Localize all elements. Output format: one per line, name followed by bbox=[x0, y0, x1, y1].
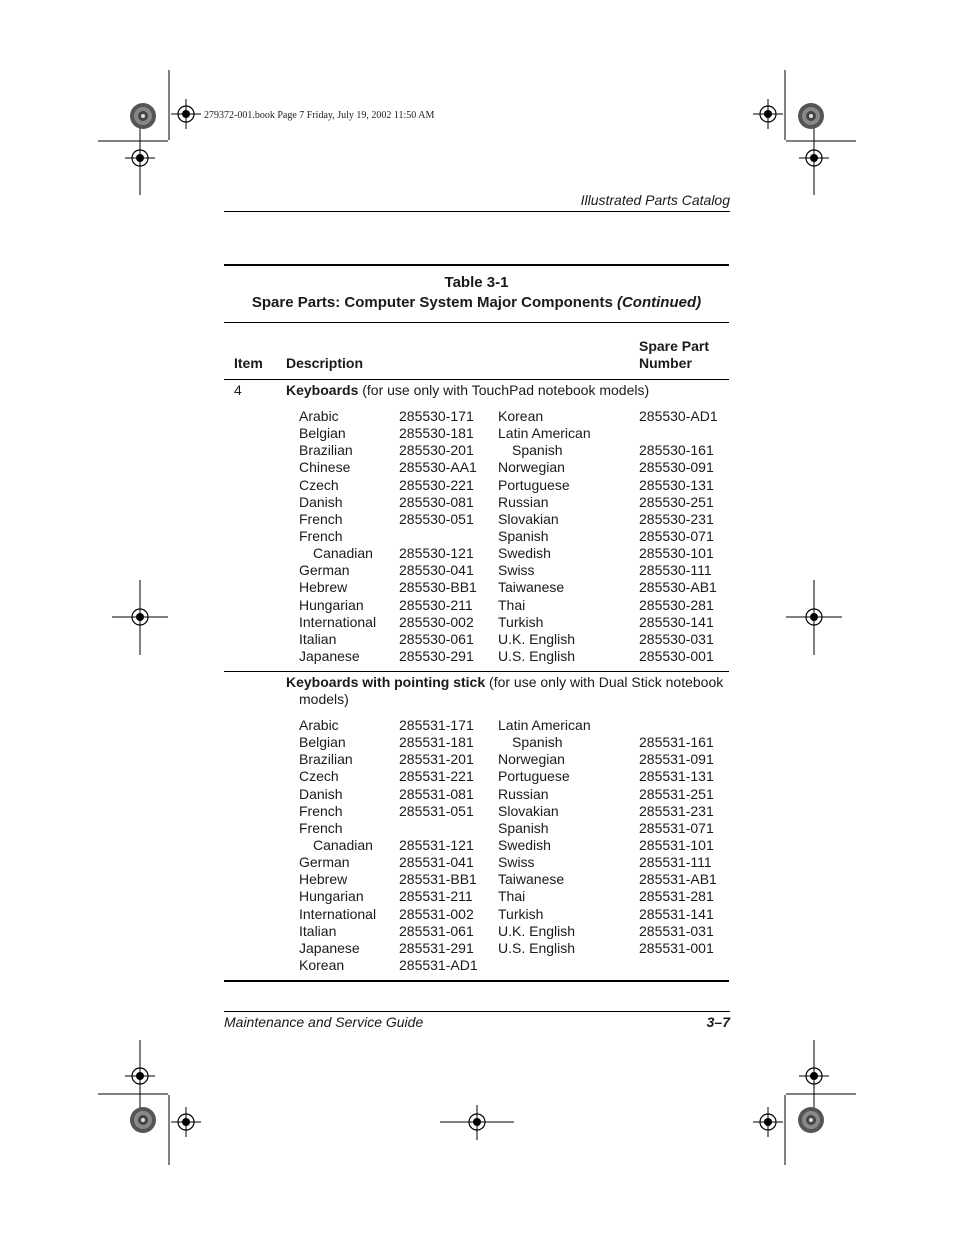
spare-part-number: 285530-071 bbox=[639, 527, 714, 544]
keyboard-language: Brazilian bbox=[299, 751, 353, 768]
keyboard-language: Swiss bbox=[498, 562, 535, 579]
group-title bbox=[286, 380, 726, 399]
spare-part-number: 285530-131 bbox=[639, 476, 714, 493]
spare-part-number: 285531-001 bbox=[639, 939, 714, 956]
spare-part-number: 285530-141 bbox=[639, 613, 714, 630]
keyboard-language: Taiwanese bbox=[498, 871, 565, 888]
footer-rule bbox=[224, 1011, 730, 1012]
spare-part-number: 285530-BB1 bbox=[399, 579, 477, 596]
keyboard-language: Danish bbox=[299, 785, 343, 802]
header-spare-part-line2: Number bbox=[639, 355, 692, 371]
spare-part-number: 285531-111 bbox=[639, 854, 712, 871]
page-number: 3–7 bbox=[706, 1014, 730, 1030]
header-spare-part-number bbox=[639, 338, 709, 372]
spare-part-number: 285530-AB1 bbox=[639, 579, 717, 596]
spare-part-number: 285530-002 bbox=[399, 613, 474, 630]
keyboard-language: Spanish bbox=[512, 442, 563, 459]
keyboard-language: Hebrew bbox=[299, 871, 348, 888]
group-title bbox=[286, 672, 726, 708]
spare-part-number: 285530-181 bbox=[399, 425, 474, 442]
spare-part-number: 285530-231 bbox=[639, 510, 714, 527]
keyboard-language: Swedish bbox=[498, 836, 551, 853]
spare-part-number: 285531-071 bbox=[639, 819, 714, 836]
keyboard-language: Danish bbox=[299, 493, 343, 510]
spare-part-number: 285531-131 bbox=[639, 768, 714, 785]
keyboard-language: French bbox=[299, 510, 343, 527]
pointing-stick-keyboards-group bbox=[224, 672, 729, 980]
table-title-text: Spare Parts: Computer System Major Components bbox=[251, 294, 613, 311]
spare-part-number: 285530-AD1 bbox=[639, 408, 718, 424]
header-item: Item bbox=[234, 355, 263, 371]
keyboard-language: Spanish bbox=[498, 819, 549, 836]
spare-part-number: 285530-041 bbox=[399, 562, 474, 579]
item-number: 4 bbox=[234, 382, 242, 398]
spare-part-number: 285530-111 bbox=[639, 562, 712, 579]
group-title-note: (for use only with TouchPad notebook models) bbox=[358, 382, 650, 398]
keyboard-language: Russian bbox=[498, 785, 549, 802]
spare-part-number: 285530-161 bbox=[639, 442, 714, 459]
keyboard-language: Spanish bbox=[498, 527, 549, 544]
spare-part-number: 285530-051 bbox=[399, 510, 474, 527]
keyboard-language: Thai bbox=[498, 888, 526, 905]
spare-part-number: 285530-101 bbox=[639, 545, 714, 562]
keyboard-language: U.S. English bbox=[498, 939, 576, 956]
spare-part-number: 285530-031 bbox=[639, 630, 714, 647]
spare-part-number: 285531-041 bbox=[399, 854, 474, 871]
keyboard-language: Norwegian bbox=[498, 751, 565, 768]
table-caption bbox=[224, 266, 729, 322]
keyboard-language: Canadian bbox=[313, 836, 373, 853]
keyboard-parts-grid bbox=[299, 408, 729, 665]
spare-part-number: 285531-BB1 bbox=[399, 871, 477, 888]
keyboard-language: Portuguese bbox=[498, 768, 570, 785]
keyboard-language: Latin American bbox=[498, 425, 591, 442]
spare-part-number: 285531-002 bbox=[399, 905, 474, 922]
group-title-note: (for use only with Dual Stick notebook bbox=[485, 674, 724, 690]
spare-part-number: 285531-181 bbox=[399, 734, 474, 751]
spare-part-number: 285531-221 bbox=[399, 768, 474, 785]
keyboard-language: International bbox=[299, 613, 377, 630]
keyboard-language: U.K. English bbox=[498, 630, 576, 647]
spare-part-number: 285531-251 bbox=[639, 785, 714, 802]
spare-part-number: 285531-171 bbox=[399, 717, 474, 733]
spare-part-number: 285530-061 bbox=[399, 630, 474, 647]
table-number: Table 3-1 bbox=[444, 274, 509, 291]
spare-part-number: 285531-031 bbox=[639, 922, 714, 939]
keyboard-language: Slovakian bbox=[498, 802, 559, 819]
keyboard-language: Korean bbox=[299, 956, 345, 973]
spare-part-number: 285530-251 bbox=[639, 493, 714, 510]
spare-part-number: 285530-291 bbox=[399, 647, 474, 664]
keyboard-language: French bbox=[299, 819, 343, 836]
keyboard-language: Russian bbox=[498, 493, 549, 510]
keyboard-language: Hungarian bbox=[299, 888, 364, 905]
keyboard-language: French bbox=[299, 527, 343, 544]
spare-part-number: 285531-231 bbox=[639, 802, 714, 819]
footer-guide-title: Maintenance and Service Guide bbox=[224, 1014, 424, 1030]
keyboard-language: Swedish bbox=[498, 545, 551, 562]
print-slug: 279372-001.book Page 7 Friday, July 19, 2002 11:50 AM bbox=[204, 110, 435, 121]
spare-part-number: 285530-091 bbox=[639, 459, 714, 476]
spare-part-number: 285531-211 bbox=[399, 888, 473, 905]
keyboard-language: Thai bbox=[498, 596, 526, 613]
table-title bbox=[224, 293, 729, 313]
keyboard-language: Italian bbox=[299, 630, 337, 647]
keyboard-language: Turkish bbox=[498, 905, 544, 922]
table-bottom-rule bbox=[224, 980, 729, 982]
keyboard-language: Swiss bbox=[498, 854, 535, 871]
keyboard-language: Hungarian bbox=[299, 596, 364, 613]
keyboard-language: Norwegian bbox=[498, 459, 565, 476]
spare-part-number: 285531-061 bbox=[399, 922, 474, 939]
group-title-bold: Keyboards with pointing stick bbox=[286, 674, 486, 690]
table-column-headers bbox=[224, 323, 729, 379]
spare-part-number bbox=[399, 820, 498, 837]
group-title-bold: Keyboards bbox=[286, 382, 359, 398]
keyboard-language: Italian bbox=[299, 922, 337, 939]
keyboard-language: Canadian bbox=[313, 545, 373, 562]
spare-parts-table bbox=[224, 264, 729, 982]
keyboards-group bbox=[224, 380, 729, 671]
keyboard-language: U.S. English bbox=[498, 647, 576, 664]
spare-part-number bbox=[639, 717, 734, 734]
spare-part-number: 285530-281 bbox=[639, 596, 714, 613]
spare-part-number: 285531-121 bbox=[399, 836, 474, 853]
spare-part-number: 285531-201 bbox=[399, 751, 474, 768]
keyboard-language: International bbox=[299, 905, 377, 922]
keyboard-language: Belgian bbox=[299, 425, 346, 442]
header-rule bbox=[224, 211, 730, 212]
keyboard-language: U.K. English bbox=[498, 922, 576, 939]
keyboard-language: Turkish bbox=[498, 613, 544, 630]
keyboard-language: Slovakian bbox=[498, 510, 559, 527]
spare-part-number: 285530-211 bbox=[399, 596, 473, 613]
keyboard-language: Arabic bbox=[299, 408, 339, 424]
keyboard-language: Spanish bbox=[512, 734, 563, 751]
keyboard-language: Arabic bbox=[299, 717, 339, 733]
spare-part-number: 285531-081 bbox=[399, 785, 474, 802]
spare-part-number: 285530-221 bbox=[399, 476, 474, 493]
spare-part-number: 285531-AB1 bbox=[639, 871, 717, 888]
group-title-note-cont: models) bbox=[299, 691, 349, 707]
header-description: Description bbox=[286, 355, 364, 371]
spare-part-number: 285531-291 bbox=[399, 939, 474, 956]
keyboard-language: Chinese bbox=[299, 459, 351, 476]
keyboard-language: Czech bbox=[299, 768, 339, 785]
keyboard-language: French bbox=[299, 802, 343, 819]
keyboard-language: Latin American bbox=[498, 717, 591, 733]
spare-part-number: 285531-161 bbox=[639, 734, 714, 751]
spare-part-number: 285531-141 bbox=[639, 905, 714, 922]
spare-part-number: 285531-091 bbox=[639, 751, 714, 768]
spare-part-number: 285531-AD1 bbox=[399, 956, 478, 973]
keyboard-language: Portuguese bbox=[498, 476, 570, 493]
pointing-stick-parts-grid bbox=[299, 717, 729, 974]
spare-part-number: 285530-081 bbox=[399, 493, 474, 510]
spare-part-number: 285530-201 bbox=[399, 442, 474, 459]
keyboard-language: German bbox=[299, 854, 350, 871]
spare-part-number bbox=[399, 528, 498, 545]
spare-part-number: 285530-171 bbox=[399, 408, 474, 424]
keyboard-language: Japanese bbox=[299, 939, 360, 956]
running-header: Illustrated Parts Catalog bbox=[580, 192, 730, 208]
spare-part-number: 285531-281 bbox=[639, 888, 714, 905]
spare-part-number: 285531-101 bbox=[639, 836, 714, 853]
spare-part-number: 285530-001 bbox=[639, 647, 714, 664]
spare-part-number bbox=[639, 425, 734, 442]
keyboard-language: Korean bbox=[498, 408, 544, 424]
keyboard-language: German bbox=[299, 562, 350, 579]
header-spare-part-line1: Spare Part bbox=[639, 338, 710, 354]
keyboard-language: Japanese bbox=[299, 647, 360, 664]
spare-part-number: 285530-AA1 bbox=[399, 459, 477, 476]
keyboard-language: Hebrew bbox=[299, 579, 348, 596]
keyboard-language: Taiwanese bbox=[498, 579, 565, 596]
keyboard-language: Czech bbox=[299, 476, 339, 493]
spare-part-number: 285530-121 bbox=[399, 545, 474, 562]
keyboard-language: Belgian bbox=[299, 734, 346, 751]
spare-part-number: 285531-051 bbox=[399, 802, 474, 819]
table-continued-label: (Continued) bbox=[616, 294, 702, 311]
keyboard-language: Brazilian bbox=[299, 442, 353, 459]
